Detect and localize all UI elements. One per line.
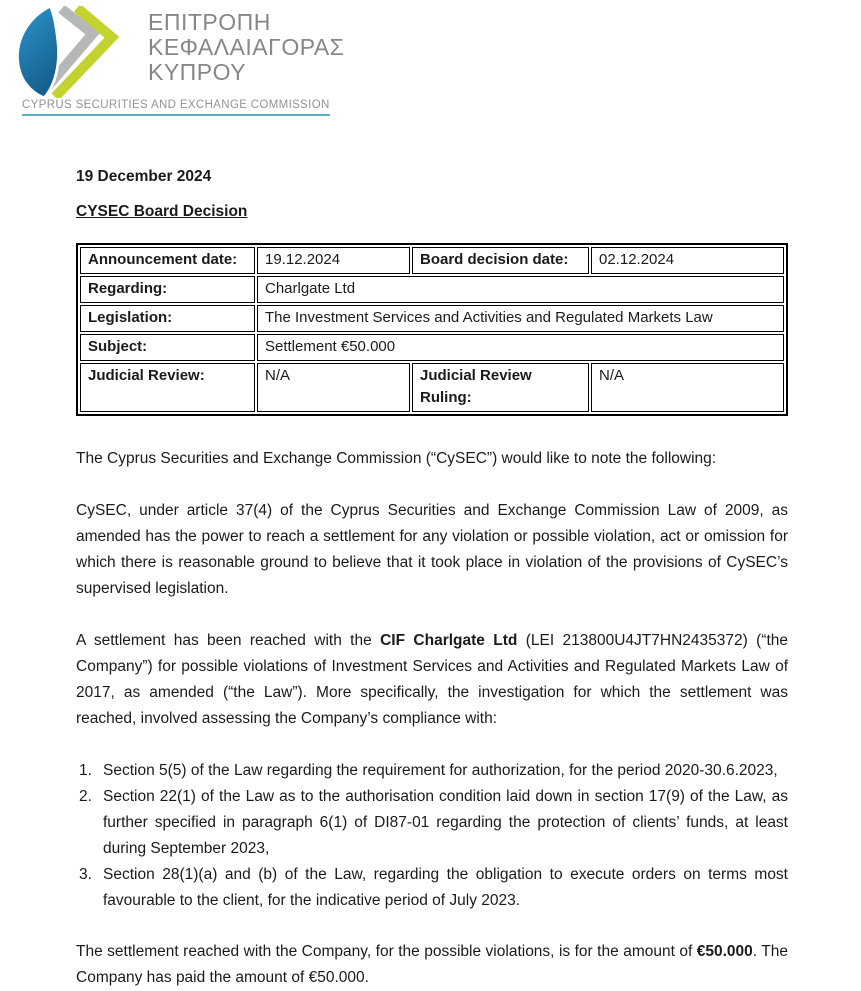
board-decision-date-value: 02.12.2024 bbox=[591, 247, 784, 274]
logo-greek-line1: ΕΠΙΤΡΟΠΗ bbox=[148, 9, 271, 35]
document-content bbox=[76, 168, 788, 991]
document-date: 19 December 2024 bbox=[76, 168, 212, 185]
table-row-legislation bbox=[80, 305, 784, 332]
paragraph-settlement-power: CySEC, under article 37(4) of the Cyprus Securities and Exchange Commission Law of 2009, as amended has the power to reach a settlement for any violation or possible violation, act or omission for which there is reasonable ground to believe that it took place in violation of the provisions of CySEC’s supervised legislation. bbox=[76, 502, 788, 597]
paragraph-settlement-reached bbox=[76, 628, 788, 732]
subject-value: Settlement €50.000 bbox=[257, 334, 784, 361]
regarding-value: Charlgate Ltd bbox=[257, 276, 784, 303]
cysec-logo-icon bbox=[12, 6, 122, 98]
announcement-date-label: Announcement date: bbox=[80, 247, 255, 274]
paragraph-settlement-amount bbox=[76, 939, 788, 991]
legislation-value: The Investment Services and Activities and Regulated Markets Law bbox=[257, 305, 784, 332]
paragraph4-post: . The Company has paid the amount of €50.000. bbox=[76, 943, 789, 986]
judicial-review-label: Judicial Review: bbox=[80, 363, 255, 412]
company-name-bold: CIF Charlgate Ltd bbox=[380, 632, 518, 649]
list-item bbox=[76, 758, 788, 784]
logo-greek-line2: ΚΕΦΑΛΑΙΑΓΟΡΑΣ bbox=[148, 34, 345, 60]
subject-label: Subject: bbox=[80, 334, 255, 361]
cysec-logo bbox=[0, 0, 861, 116]
table-row-regarding bbox=[80, 276, 784, 303]
logo-greek-line3: ΚΥΠΡΟΥ bbox=[148, 59, 247, 85]
table-row-judicial-review bbox=[80, 363, 784, 412]
violations-list bbox=[76, 758, 788, 914]
list-item-number: 2. bbox=[79, 788, 92, 805]
list-item-number: 3. bbox=[79, 866, 92, 883]
table-row-subject bbox=[80, 334, 784, 361]
list-item-text: Section 28(1)(a) and (b) of the Law, regarding the obligation to execute orders on terms most favourable to the client, for the indicative period of July 2023. bbox=[103, 866, 788, 909]
logo-greek-title bbox=[148, 6, 344, 85]
list-item-number: 1. bbox=[79, 762, 92, 779]
list-item-text: Section 5(5) of the Law regarding the requirement for authorization, for the period 2020-30.6.2023, bbox=[103, 762, 778, 779]
legislation-label: Legislation: bbox=[80, 305, 255, 332]
paragraph3-pre: A settlement has been reached with the bbox=[76, 632, 381, 649]
judicial-review-ruling-label: Judicial Review Ruling: bbox=[412, 363, 589, 412]
paragraph4-pre: The settlement reached with the Company, for the possible violations, is for the amount of bbox=[76, 943, 697, 960]
table-row-dates bbox=[80, 247, 784, 274]
list-item bbox=[76, 784, 788, 862]
paragraph3-post: (LEI 213800U4JT7HN2435372) (“the Company”) for possible violations of Investment Services and Activities and Regulated Markets Law of 2017, as amended (“the Law”). More specifically, the investigation for which the settlement was reached, involved assessing the Company’s compliance with: bbox=[76, 632, 789, 727]
list-item-text: Section 22(1) of the Law as to the authorisation condition laid down in section 17(9) of the Law, as further specified in paragraph 6(1) of DI87-01 regarding the protection of clients’ funds, at least during September 2023, bbox=[103, 788, 788, 857]
judicial-review-ruling-value: N/A bbox=[591, 363, 784, 412]
settlement-amount-bold: €50.000 bbox=[696, 943, 753, 960]
regarding-label: Regarding: bbox=[80, 276, 255, 303]
logo-english-subtitle: CYPRUS SECURITIES AND EXCHANGE COMMISSION bbox=[22, 99, 330, 116]
list-item bbox=[76, 862, 788, 914]
board-decision-date-label: Board decision date: bbox=[412, 247, 589, 274]
paragraph-intro: The Cyprus Securities and Exchange Commission (“CySEC”) would like to note the following: bbox=[76, 450, 717, 467]
judicial-review-value: N/A bbox=[257, 363, 410, 412]
document-title: CYSEC Board Decision bbox=[76, 203, 248, 220]
decision-info-table bbox=[76, 243, 788, 416]
announcement-date-value: 19.12.2024 bbox=[257, 247, 410, 274]
